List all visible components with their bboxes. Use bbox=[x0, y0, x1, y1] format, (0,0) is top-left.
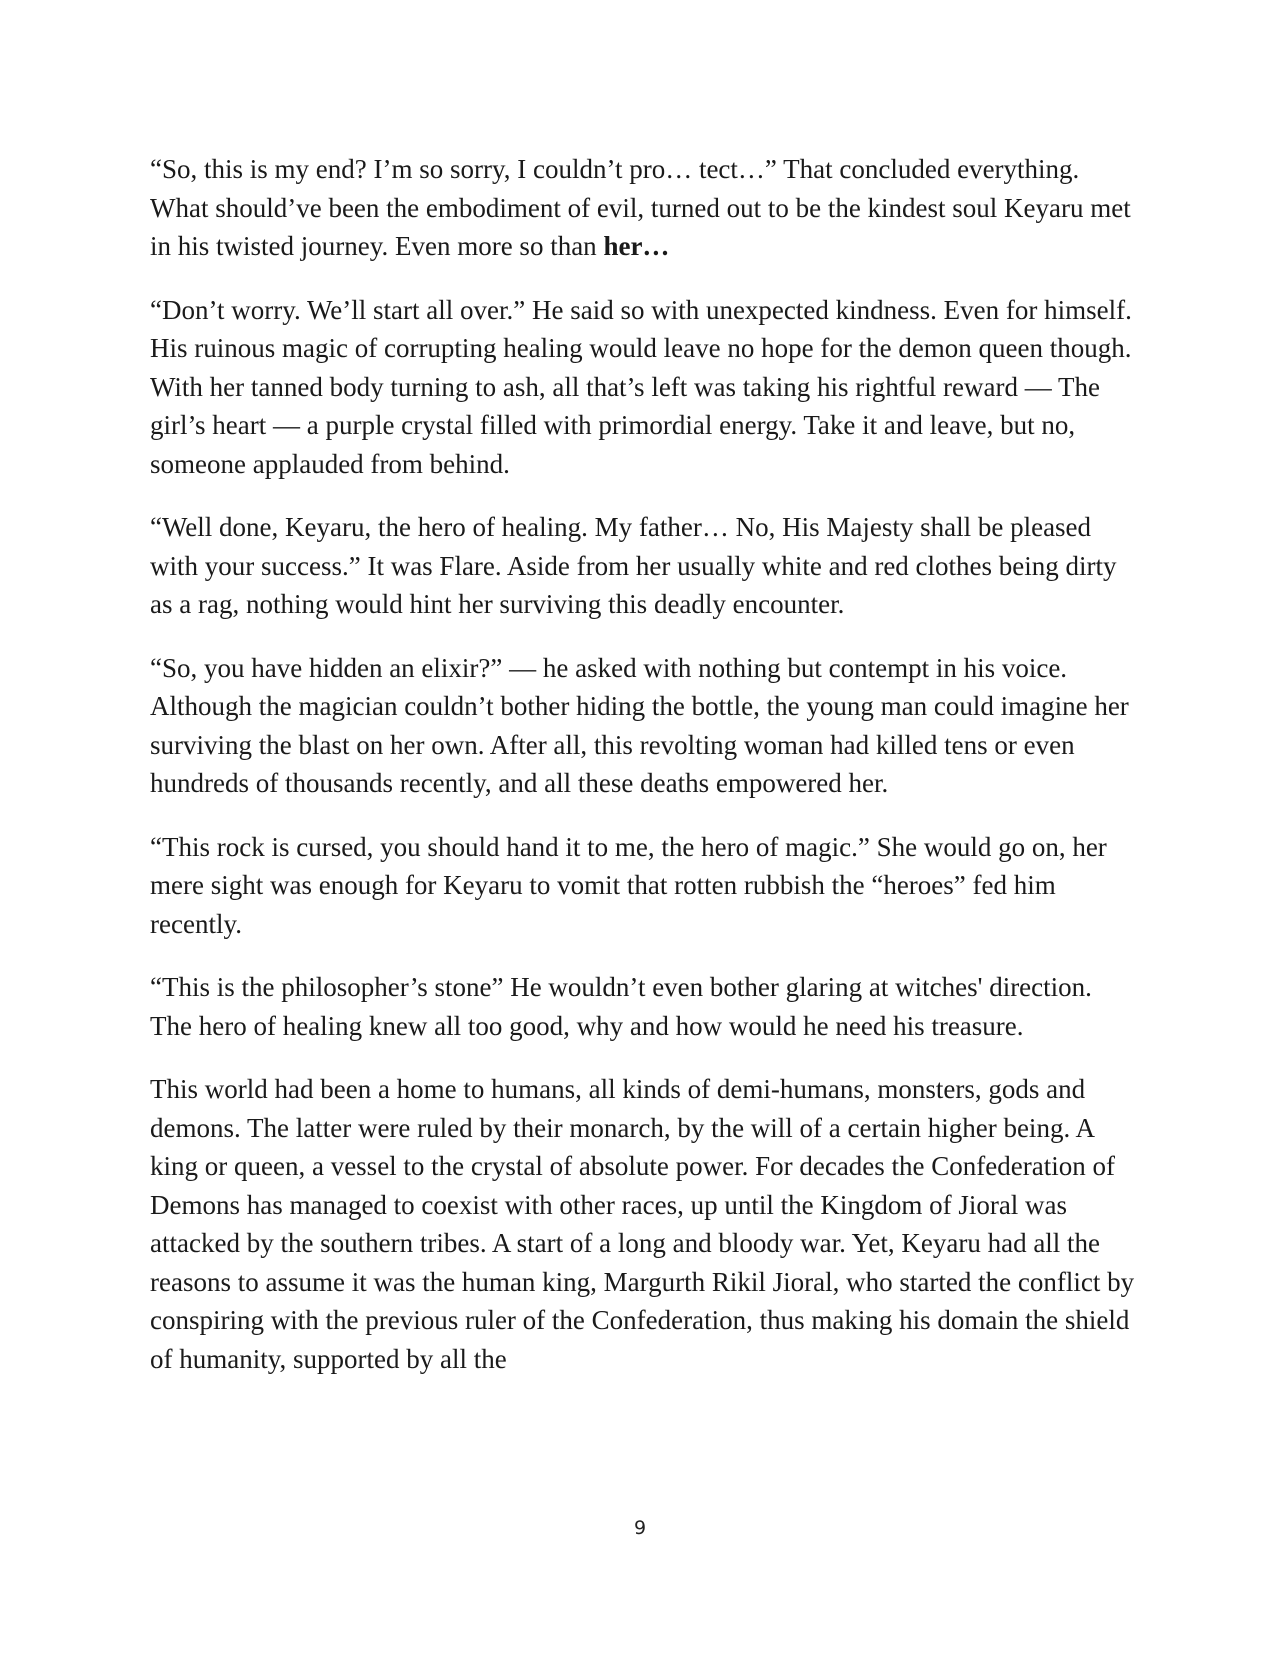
paragraph-5: “This rock is cursed, you should hand it to me, the hero of magic.” She would go on, her mere sight was enough for Keyaru to vomit that rotten rubbish the “heroes” fed him recently. bbox=[150, 831, 1107, 939]
paragraph-3: “Well done, Keyaru, the hero of healing. My father… No, His Majesty shall be pleased with your success.” It was Flare. Aside from her usually white and red clothes being dirty as a rag, nothing would hint her surviving this deadly encounter. bbox=[150, 512, 1117, 619]
paragraph-1 bbox=[150, 150, 1140, 266]
paragraph-7: This world had been a home to humans, all kinds of demi-humans, monsters, gods and demons. The latter were ruled by their monarch, by the will of a certain higher being. A king or queen, a vessel to the crystal of absolute power. For decades the Confederation of Demons has managed to coexist with other races, up until the Kingdom of Jioral was attacked by the southern tribes. A start of a long and bloody war. Yet, Keyaru had all the reasons to assume it was the human king, Margurth Rikil Jioral, who started the conflict by conspiring with the previous ruler of the Confederation, thus making his domain the shield of humanity, supported by all the bbox=[150, 1074, 1135, 1374]
paragraph-4: “So, you have hidden an elixir?” — he asked with nothing but contempt in his voice. Although the magician couldn’t bother hiding the bottle, the young man could imagine her surviving the blast on her own. After all, this revolting woman had killed tens or even hundreds of thousands recently, and all these deaths empowered her. bbox=[150, 652, 1129, 798]
body-text bbox=[150, 150, 1140, 1403]
paragraph-2: “Don’t worry. We’ll start all over.” He said so with unexpected kindness. Even for himself. His ruinous magic of corrupting healing would leave no hope for the demon queen though. With her tanned body turning to ash, all that’s left was taking his rightful reward — The girl’s heart — a purple crystal filled with primordial energy. Take it and leave, but no, someone applauded from behind. bbox=[150, 294, 1132, 479]
emphasis-her: her… bbox=[603, 231, 670, 261]
paragraph-6: “This is the philosopher’s stone” He wouldn’t even bother glaring at witches' direction. The hero of healing knew all too good, why and how would he need his treasure. bbox=[150, 972, 1092, 1041]
page-number: 9 bbox=[633, 1517, 647, 1539]
paragraph-1-text: “So, this is my end? I’m so sorry, I couldn’t pro… tect…” That concluded everything. What should’ve been the embodiment of evil, turned out to be the kindest soul Keyaru met in his twisted journey. Even more so than bbox=[150, 154, 1131, 261]
